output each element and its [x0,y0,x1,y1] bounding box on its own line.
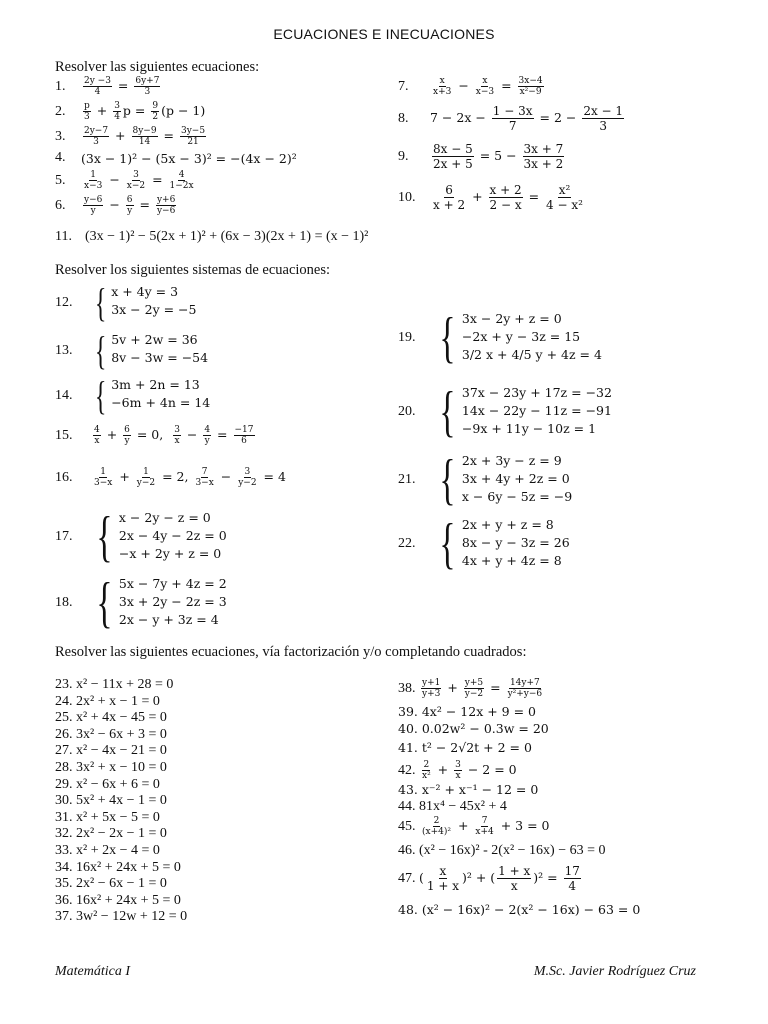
footer-author: M.Sc. Javier Rodríguez Cruz [533,964,696,979]
equation-5: 5. $\frac{1}{x-3}$ − $\frac{3}{x-2}$ = $\frac{4}{1-2x}$ [55,170,194,191]
section-heading-equations: Resolver las siguientes ecuaciones: [55,59,260,75]
equation-41: 41. t² − 2√2t + 2 = 0 [398,740,532,755]
system-12: 12. { x + 4y = 3 3x − 2y = −5 [55,280,197,325]
equation-1: 1. $\frac{2y -3}{4}$ = $\frac{6y+7}{3}$ [55,76,160,97]
equation-9: 9. $\frac{8x - 5}{2x + 5}$ = 5 − $\frac{3x + 7}{3x + 2}$ [398,142,564,171]
equation-47: 47. ( $\frac{x}{1 + x}$ )² + ( $\frac{1 + x}{x}$ )² = $\frac{17}{4}$ [398,864,580,893]
system-17: 17. { x − 2y − z = 0 2x − 4y − 2z = 0 −x + 2y + z = 0 [55,506,227,568]
footer-course: Matemática I [55,964,131,979]
section-heading-factorization: Resolver las siguientes ecuaciones, vía factorización y/o completando cuadrados: [55,644,527,660]
equation-39: 39. 4x² − 12x + 9 = 0 [398,704,536,719]
equation-list-item: 33. x² + 2x − 4 = 0 [55,842,160,858]
system-21: 21. { 2x + 3y − z = 9 3x + 4y + 2z = 0 x − 6y − 5z = −9 [398,449,573,511]
equation-10: 10. $\frac{6}{x + 2}$ + $\frac{x + 2}{2 - x}$ = $\frac{\text{x²}}{\text{4 − x²}}$ [398,183,583,212]
equation-list-item: 25. x² + 4x − 45 = 0 [55,710,167,726]
equation-38: 38. $\frac{y+1}{y+3}$ + $\frac{y+5}{y-2}$ = $\frac{14y+7}{\text{y²+y−6}}$ [398,678,543,699]
system-20: 20. { 37x − 23y + 17z = −32 14x − 22y − 11z = −91 −9x + 11y − 10z = 1 [398,381,612,443]
system-13: 13. { 5v + 2w = 36 8v − 3w = −54 [55,328,209,373]
system-16: 16. $\frac{1}{3-x}$ + $\frac{1}{y-2}$ = 2, $\frac{7}{3-x}$ − $\frac{3}{y-2}$ = 4 [55,467,286,488]
equation-list-item: 34. 16x² + 24x + 5 = 0 [55,859,181,875]
equation-list-item: 27. x² − 4x − 21 = 0 [55,743,167,759]
system-15: 15. $\frac{4}{x}$ + $\frac{6}{y}$ = 0, $\frac{3}{x}$ − $\frac{4}{y}$ = $\frac{-17}{6}$ [55,425,254,446]
equation-list-item: 37. 3w² − 12w + 12 = 0 [55,909,188,925]
equation-list-item: 36. 16x² + 24x + 5 = 0 [55,892,181,908]
equation-list-item: 29. x² − 6x + 6 = 0 [55,776,160,792]
system-19: 19. { 3x − 2y + z = 0 −2x + y − 3z = 15 3/2 x + 4/5 y + 4z = 4 [398,307,602,369]
equation-48: 48. (x² − 16x)² − 2(x² − 16x) − 63 = 0 [398,902,641,917]
equation-6: 6. $\frac{y-6}{y}$ − $\frac{6}{y}$ = $\frac{y+6}{y-6}$ [55,195,176,216]
equation-list-item: 23. x² − 11x + 28 = 0 [55,677,174,692]
equation-list-item: 28. 3x² + x − 10 = 0 [55,759,167,775]
equation-45: 45. $\frac{2}{\text{(x+4)²}}$ + $\frac{7}{x+4}$ + 3 = 0 [398,816,550,837]
page-title: ECUACIONES E INECUACIONES [273,26,495,42]
system-22: 22. { 2x + y + z = 8 8x − y − 3z = 26 4x + y + 4z = 8 [398,513,570,575]
equation-list-item: 30. 5x² + 4x − 1 = 0 [55,793,167,809]
equation-list-item: 35. 2x² − 6x − 1 = 0 [55,876,167,892]
equation-8: 8. 7 − 2x − $\frac{1 - 3x}{7}$ = 2 − $\frac{2x - 1}{3}$ [398,104,624,133]
equation-7: 7. $\frac{x}{x+3}$ − $\frac{x}{x-3}$ = $\frac{3x-4}{\text{x²−9}}$ [398,76,543,97]
equation-list-item: 32. 2x² − 2x − 1 = 0 [55,826,167,842]
section-heading-systems: Resolver los siguientes sistemas de ecuaciones: [55,262,331,278]
equation-4: 4. (3x − 1)² − (5x − 3)² = −(4x − 2)² [55,150,297,166]
equation-40: 40. 0.02w² − 0.3w = 20 [398,721,549,736]
equation-2: 2. $\frac{p}{3}$ + $\frac{3}{4}$ p = $\frac{9}{2}$ (p − 1) [55,101,206,122]
system-18: 18. { 5x − 7y + 4z = 2 3x + 2y − 2z = 3 2x − y + 3z = 4 [55,572,227,634]
equation-44: 44. 81x⁴ − 45x² + 4 [398,799,507,814]
equation-3: 3. $\frac{2y-7}{3}$ + $\frac{8y-9}{14}$ = $\frac{3y-5}{21}$ [55,126,206,147]
equation-42: 42. $\frac{2}{\text{x²}}$ + $\frac{3}{x}$ − 2 = 0 [398,760,517,781]
equation-list-item: 31. x² + 5x − 5 = 0 [55,809,160,825]
system-14: 14. { 3m + 2n = 13 −6m + 4n = 14 [55,373,211,418]
equation-43: 43. x⁻² + x⁻¹ − 12 = 0 [398,782,539,797]
equation-46: 46. (x² − 16x)² - 2(x² − 16x) − 63 = 0 [398,843,606,858]
equation-list-item: 24. 2x² + x − 1 = 0 [55,693,160,709]
equation-list-left [55,677,187,926]
equation-list-item: 26. 3x² − 6x + 3 = 0 [55,726,167,742]
equation-11: 11. (3x − 1)² − 5(2x + 1)² + (6x − 3)(2x + 1) = (x − 1)² [55,229,369,244]
